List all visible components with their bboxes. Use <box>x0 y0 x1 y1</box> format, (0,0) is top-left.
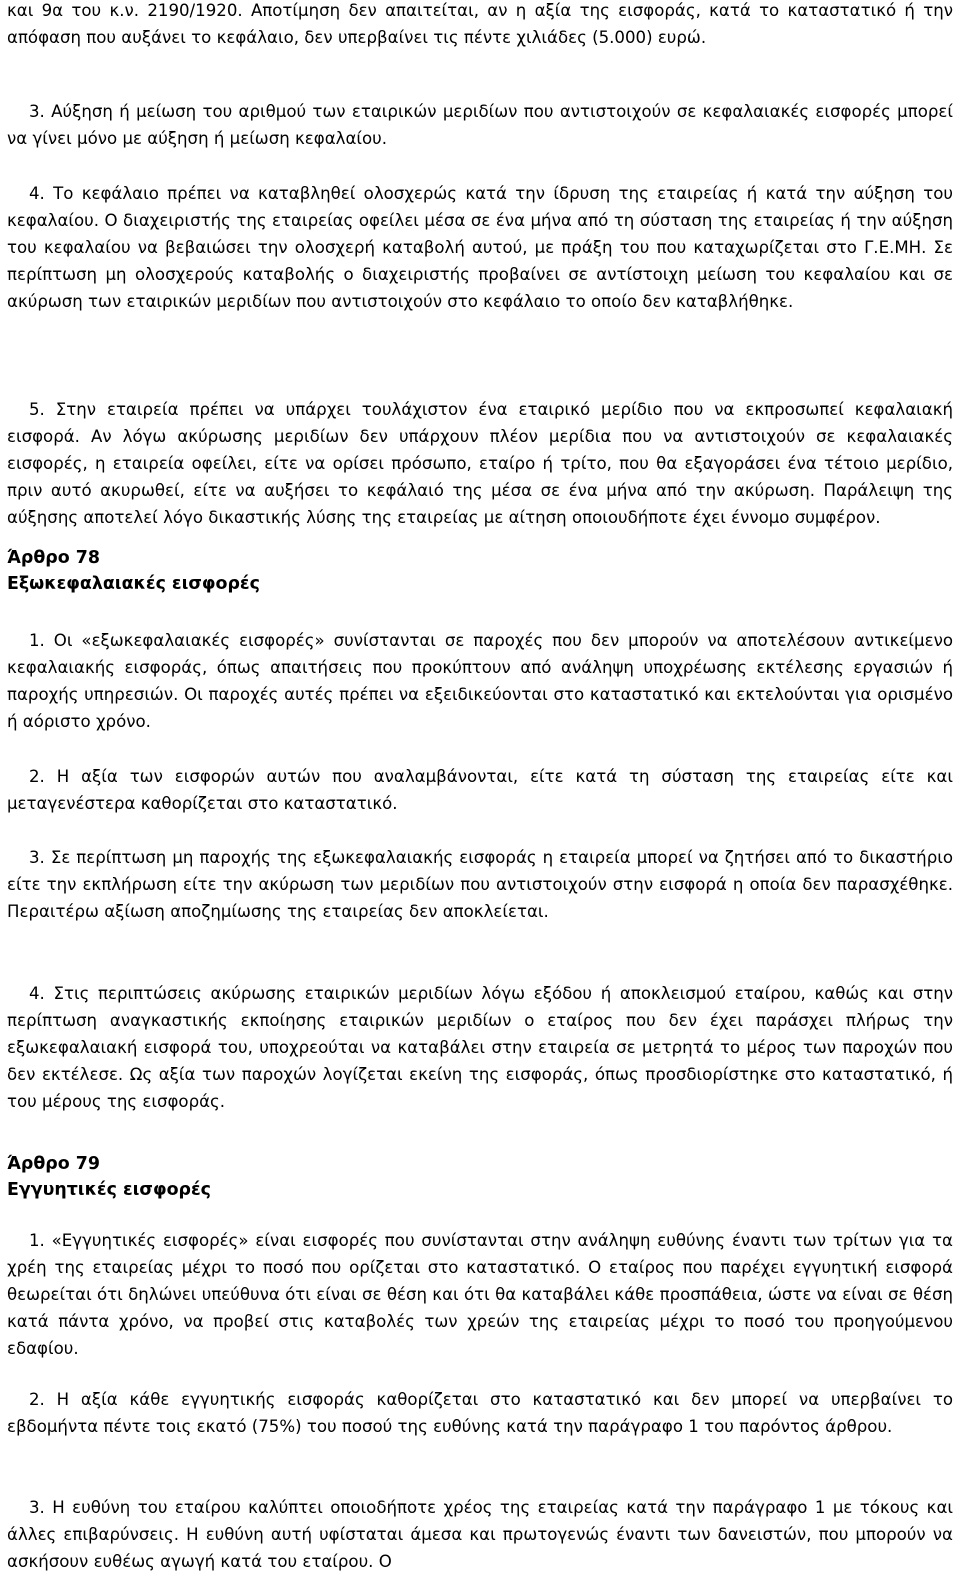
article-79-title: Εγγυητικές εισφορές <box>7 1180 211 1200</box>
paragraph-article-77-2-continuation: και 9α του κ.ν. 2190/1920. Αποτίμηση δεν απαιτείται, αν η αξία της εισφοράς, κατά το καταστατικό ή την απόφαση που αυξάνει το κεφάλαιο, δεν υπερβαίνει τις πέντε χιλιάδες (5.000) ευρώ. <box>7 1 953 47</box>
paragraph-article-77-4: 4. Το κεφάλαιο πρέπει να καταβληθεί ολοσχερώς κατά την ίδρυση της εταιρείας ή κατά την αύξηση του κεφαλαίου. Ο διαχειριστής της εταιρείας οφείλει μέσα σε ένα μήνα από τη σύσταση της εταιρείας ή την αύξηση του κεφαλαίου να βεβαιώσει την ολοσχερή καταβολή αυτού, με πράξη του που καταχωρίζεται στο Γ.Ε.ΜΗ. Σε περίπτωση μη ολοσχερούς καταβολής ο διαχειριστής προβαίνει σε αντίστοιχη μείωση του κεφαλαίου και σε ακύρωση των εταιρικών μεριδίων που αντιστοιχούν στο κεφάλαιο το οποίο δεν καταβλήθηκε. <box>7 184 953 311</box>
paragraph-article-78-2: 2. Η αξία των εισφορών αυτών που αναλαμβάνονται, είτε κατά τη σύσταση της εταιρείας είτε και μεταγενέστερα καθορίζεται στο καταστατικό. <box>7 767 953 813</box>
article-78-title: Εξωκεφαλαιακές εισφορές <box>7 574 260 594</box>
article-79-number: Άρθρο 79 <box>7 1154 100 1174</box>
article-78-number: Άρθρο 78 <box>7 548 100 568</box>
paragraph-article-78-1: 1. Οι «εξωκεφαλαιακές εισφορές» συνίστανται σε παροχές που δεν μπορούν να αποτελέσουν αντικείμενο κεφαλαιακής εισφοράς, όπως απαιτήσεις που προκύπτουν από ανάληψη υποχρέωσης εκτέλεσης εργασιών ή παροχής υπηρεσιών. Οι παροχές αυτές πρέπει να εξειδικεύονται στο καταστατικό και εκτελούνται για ορισμένο ή αόριστο χρόνο. <box>7 631 953 731</box>
paragraph-article-77-5: 5. Στην εταιρεία πρέπει να υπάρχει τουλάχιστον ένα εταιρικό μερίδιο που να εκπροσωπεί κεφαλαιακή εισφορά. Αν λόγω ακύρωσης μεριδίων δεν υπάρχουν πλέον μερίδια που να αντιστοιχούν σε κεφαλαιακές εισφορές, η εταιρεία οφείλει, είτε να ορίσει πρόσωπο, εταίρο ή τρίτο, που θα εξαγοράσει ένα τέτοιο μερίδιο, πριν αυτό ακυρωθεί, είτε να αυξήσει το κεφάλαιό της μέσα σε ένα μήνα από την ακύρωση. Παράλειψη της αύξησης αποτελεί λόγο δικαστικής λύσης της εταιρείας με αίτηση οποιουδήποτε έχει έννομο συμφέρον. <box>7 400 953 527</box>
paragraph-article-78-4: 4. Στις περιπτώσεις ακύρωσης εταιρικών μεριδίων λόγω εξόδου ή αποκλεισμού εταίρου, καθώς και στην περίπτωση αναγκαστικής εκποίησης εταιρικών μεριδίων ο εταίρος που δεν έχει παράσχει πλήρως την εξωκεφαλαιακή εισφορά του, υποχρεούται να καταβάλει στην εταιρεία σε μετρητά το μέρος των παροχών που δεν εκτέλεσε. Ως αξία των παροχών λογίζεται εκείνη της εισφοράς, όπως προσδιορίστηκε στο καταστατικό, ή του μέρους της εισφοράς. <box>7 984 953 1111</box>
paragraph-article-78-3: 3. Σε περίπτωση μη παροχής της εξωκεφαλαιακής εισφοράς η εταιρεία μπορεί να ζητήσει από το δικαστήριο είτε την εκπλήρωση είτε την ακύρωση των μεριδίων που αντιστοιχούν στην εισφορά η οποία δεν παρασχέθηκε. Περαιτέρω αξίωση αποζημίωσης της εταιρείας δεν αποκλείεται. <box>7 848 953 921</box>
paragraph-article-77-3: 3. Αύξηση ή μείωση του αριθμού των εταιρικών μεριδίων που αντιστοιχούν σε κεφαλαιακές εισφορές μπορεί να γίνει μόνο με αύξηση ή μείωση κεφαλαίου. <box>7 102 953 148</box>
paragraph-article-79-1: 1. «Εγγυητικές εισφορές» είναι εισφορές που συνίστανται στην ανάληψη ευθύνης έναντι των τρίτων για τα χρέη της εταιρείας μέχρι το ποσό που ορίζεται στο καταστατικό. Ο εταίρος που παρέχει εγγυητική εισφορά θεωρείται ότι δηλώνει υπεύθυνα ότι είναι σε θέση και ότι θα καταβάλει κάθε προσπάθεια, ώστε να είναι σε θέση κατά πάντα χρόνο, να προβεί στις καταβολές των χρεών της εταιρείας μέχρι το ποσό του προηγούμενου εδαφίου. <box>7 1231 953 1358</box>
paragraph-article-79-2: 2. Η αξία κάθε εγγυητικής εισφοράς καθορίζεται στο καταστατικό και δεν μπορεί να υπερβαίνει το εβδομήντα πέντε τοις εκατό (75%) του ποσού της ευθύνης κατά την παράγραφο 1 του παρόντος άρθρου. <box>7 1390 953 1436</box>
paragraph-article-79-3: 3. Η ευθύνη του εταίρου καλύπτει οποιοδήποτε χρέος της εταιρείας κατά την παράγραφο 1 με τόκους και άλλες επιβαρύνσεις. Η ευθύνη αυτή υφίσταται άμεσα και πρωτογενώς έναντι των δανειστών, που μπορούν να ασκήσουν ευθέως αγωγή κατά του εταίρου. Ο <box>7 1498 953 1571</box>
